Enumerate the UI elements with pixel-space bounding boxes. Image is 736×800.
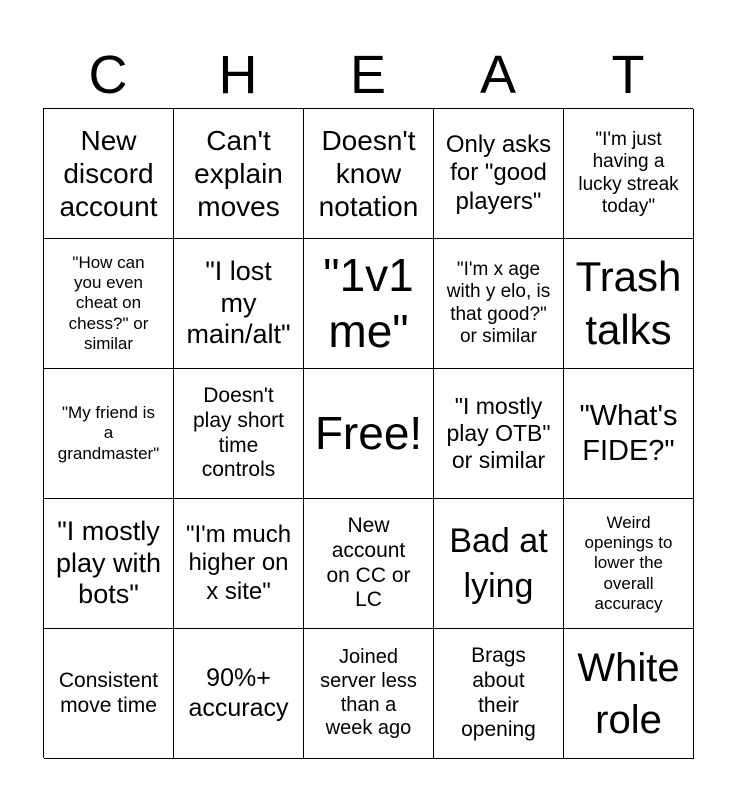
bingo-header bbox=[43, 42, 693, 108]
bingo-cell[interactable]: Free! bbox=[304, 369, 434, 499]
bingo-cell[interactable]: Can't explain moves bbox=[174, 109, 304, 239]
bingo-board bbox=[43, 108, 693, 758]
bingo-cell[interactable]: Bad at lying bbox=[434, 499, 564, 629]
bingo-cell[interactable]: White role bbox=[564, 629, 694, 759]
bingo-cell[interactable]: "I mostly play OTB" or similar bbox=[434, 369, 564, 499]
header-letter-a: A bbox=[479, 45, 517, 105]
bingo-cell[interactable]: New discord account bbox=[44, 109, 174, 239]
bingo-cell[interactable]: "I'm much higher on x site" bbox=[174, 499, 304, 629]
header-letter-e: E bbox=[349, 45, 387, 105]
header-letter-t: T bbox=[611, 45, 645, 105]
bingo-cell[interactable]: "I mostly play with bots" bbox=[44, 499, 174, 629]
bingo-cell[interactable]: Brags about their opening bbox=[434, 629, 564, 759]
bingo-cell[interactable]: "My friend is a grandmaster" bbox=[44, 369, 174, 499]
bingo-cell[interactable]: 90%+ accuracy bbox=[174, 629, 304, 759]
bingo-cell[interactable]: "I'm just having a lucky streak today" bbox=[564, 109, 694, 239]
bingo-cell[interactable]: Trash talks bbox=[564, 239, 694, 369]
bingo-cell[interactable]: "How can you even cheat on chess?" or similar bbox=[44, 239, 174, 369]
bingo-cell[interactable]: "I'm x age with y elo, is that good?" or similar bbox=[434, 239, 564, 369]
bingo-cell[interactable]: Consistent move time bbox=[44, 629, 174, 759]
bingo-cell[interactable]: "I lost my main/alt" bbox=[174, 239, 304, 369]
bingo-cell[interactable]: "What's FIDE?" bbox=[564, 369, 694, 499]
bingo-cell[interactable]: Weird openings to lower the overall accuracy bbox=[564, 499, 694, 629]
bingo-cell[interactable]: Doesn't know notation bbox=[304, 109, 434, 239]
bingo-cell[interactable]: New account on CC or LC bbox=[304, 499, 434, 629]
bingo-cell[interactable]: Only asks for "good players" bbox=[434, 109, 564, 239]
bingo-cell[interactable]: "1v1 me" bbox=[304, 239, 434, 369]
header-letter-h: H bbox=[218, 45, 258, 105]
bingo-cell[interactable]: Doesn't play short time controls bbox=[174, 369, 304, 499]
header-letter-c: C bbox=[88, 45, 128, 105]
bingo-cell[interactable]: Joined server less than a week ago bbox=[304, 629, 434, 759]
